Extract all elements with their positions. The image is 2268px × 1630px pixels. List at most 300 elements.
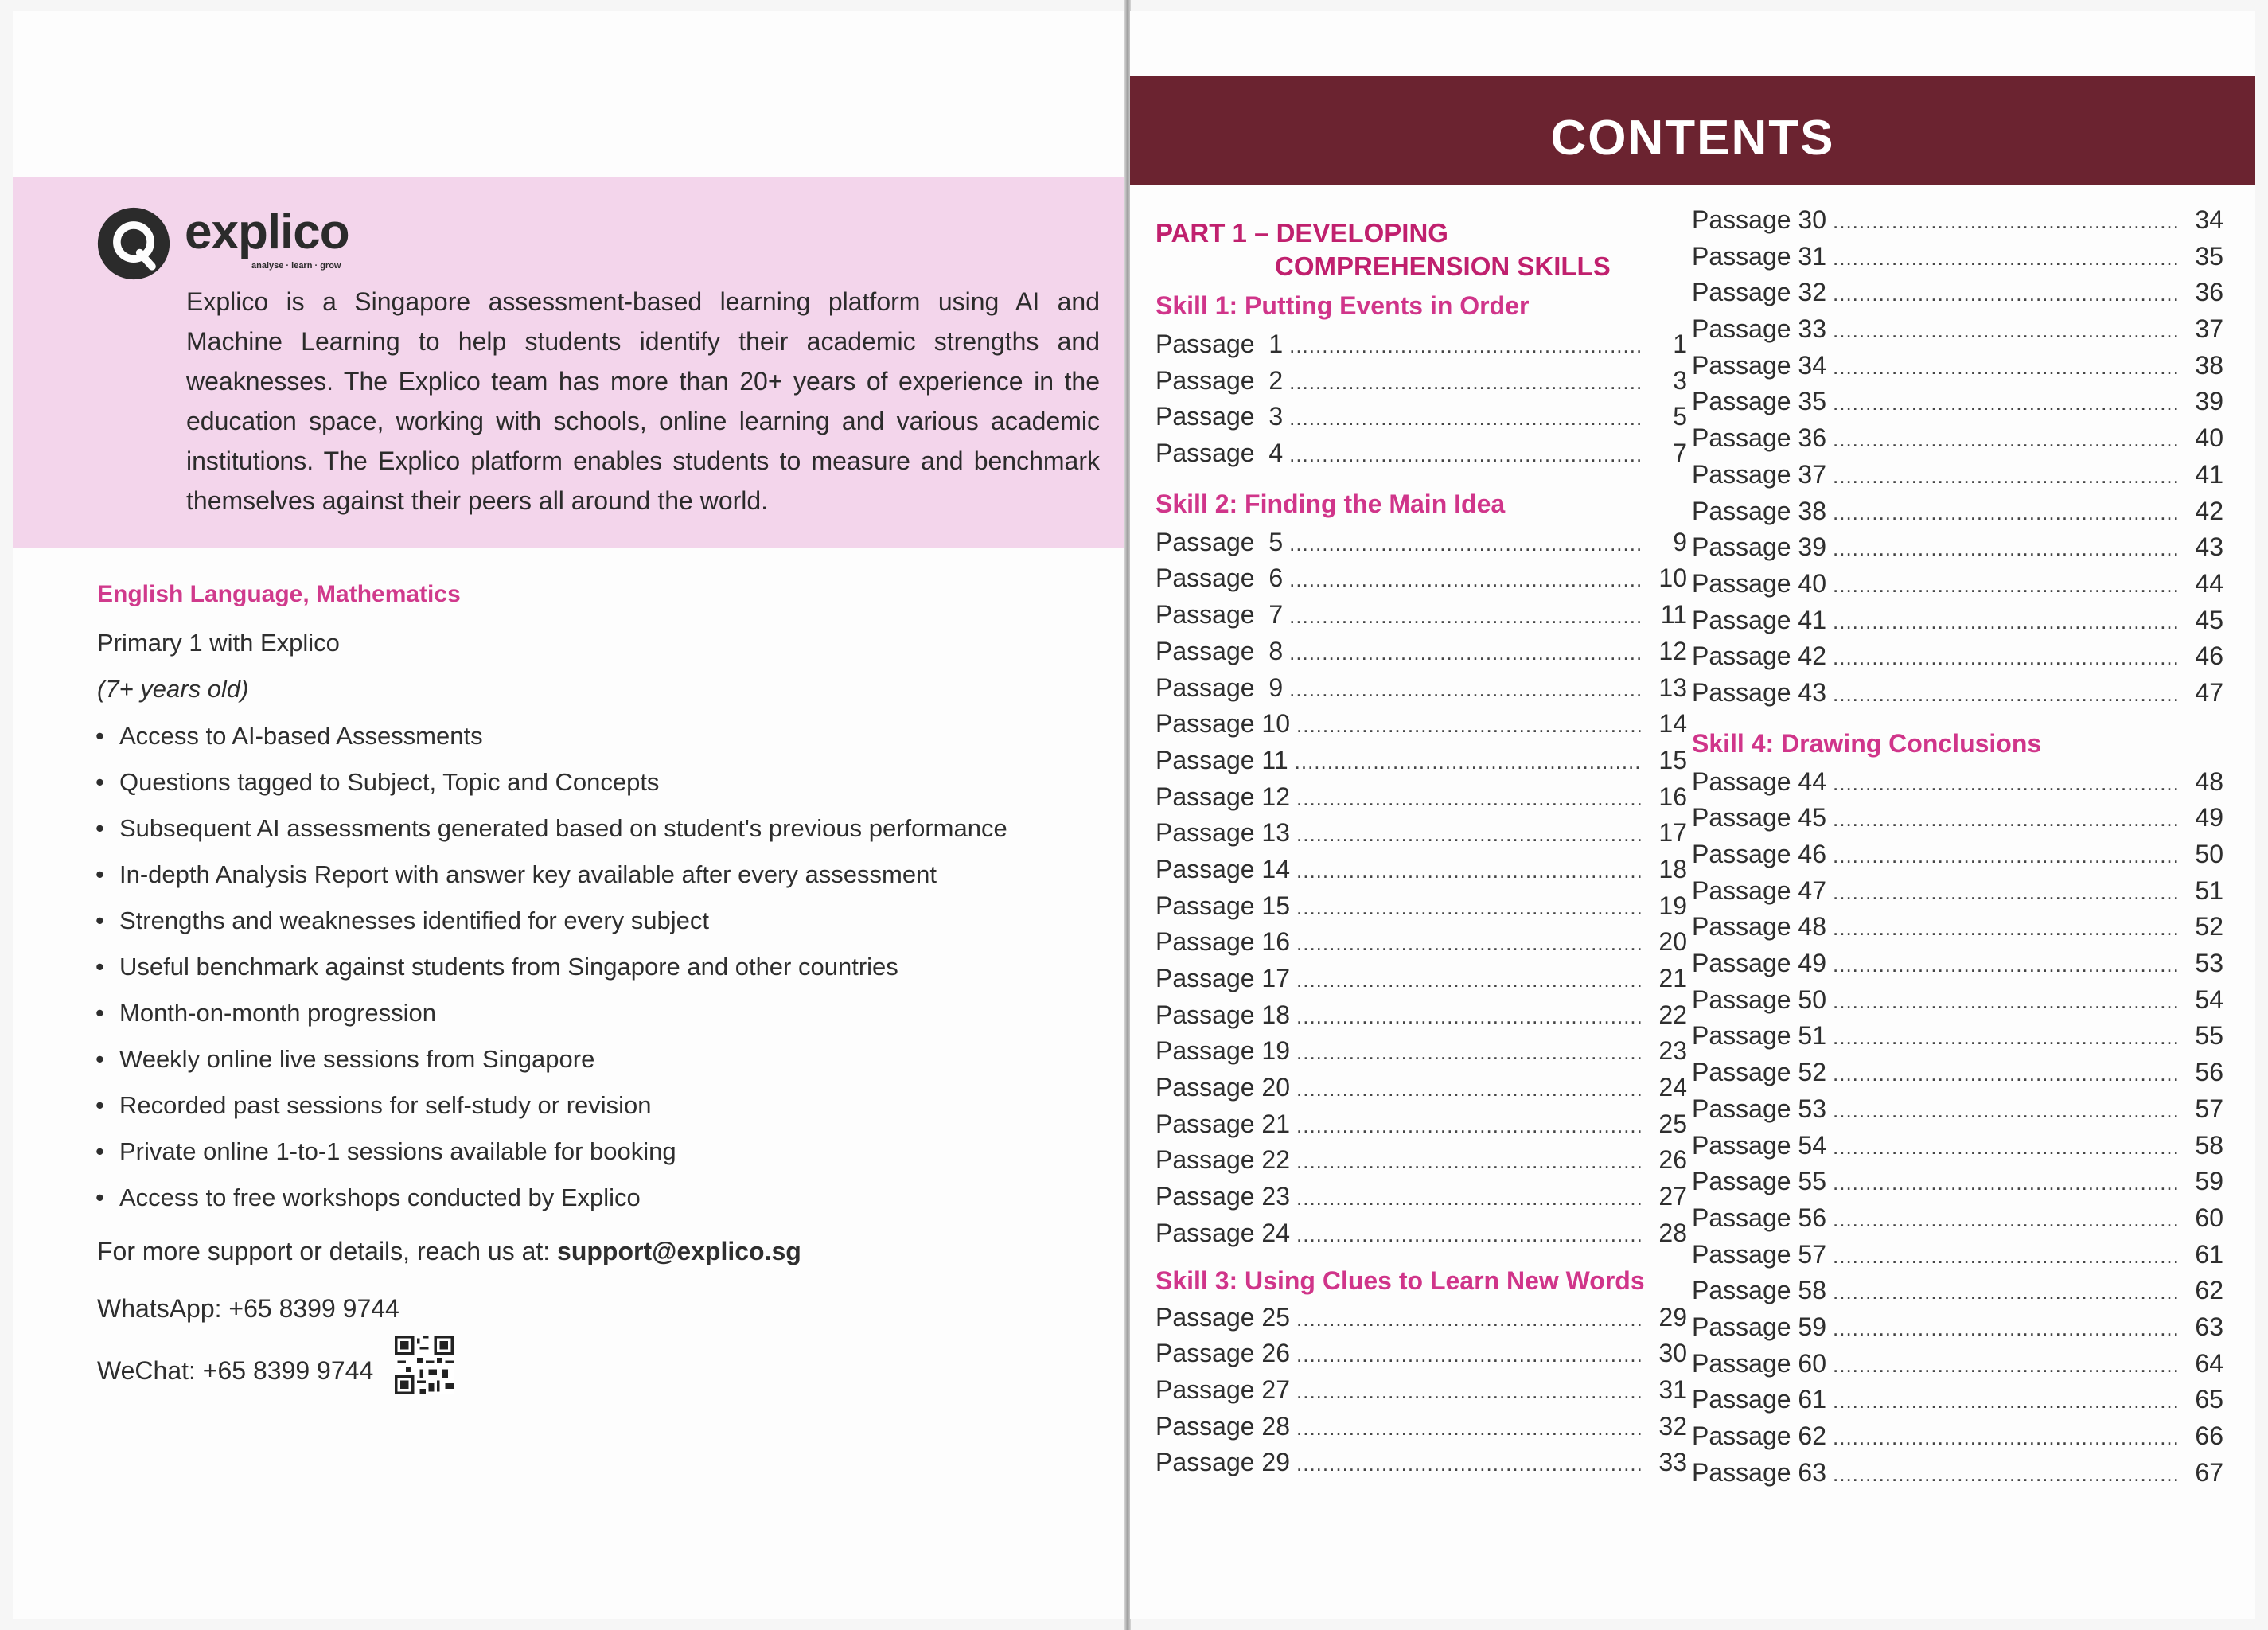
toc-dot-leader [1833, 838, 2177, 875]
toc-dot-leader [1833, 1056, 2177, 1093]
toc-dot-leader [1295, 744, 1641, 781]
feature-text: Access to free workshops conducted by Explico [119, 1184, 641, 1211]
toc-entry[interactable] [1692, 529, 2223, 566]
toc-dot-leader [1289, 635, 1641, 672]
toc-entry-page: 43 [2195, 532, 2223, 562]
toc-dot-leader [1833, 1129, 2177, 1166]
toc-entry-page: 18 [1658, 854, 1687, 883]
toc-entry-page: 39 [2195, 387, 2223, 416]
skill-4-passages [1692, 764, 2223, 1492]
toc-entry-title: Passage 25 [1155, 1302, 1291, 1332]
toc-dot-leader [1833, 1347, 2177, 1384]
toc-dot-leader [1296, 1374, 1641, 1410]
toc-entry-title: Passage 1 [1155, 330, 1284, 358]
toc-entry[interactable] [1155, 1336, 1687, 1372]
toc-entry-title: Passage 20 [1155, 1073, 1291, 1102]
toc-entry[interactable] [1692, 1309, 2223, 1346]
toc-entry-page: 65 [2195, 1385, 2223, 1414]
toc-entry-page: 15 [1658, 745, 1687, 774]
explico-logo-icon [95, 205, 172, 282]
feature-text: Private online 1-to-1 sessions available for booking [119, 1137, 676, 1165]
toc-dot-leader [1833, 1420, 2177, 1456]
toc-entry-title: Passage 59 [1692, 1312, 1827, 1341]
feature-item [95, 1133, 1007, 1180]
toc-entry[interactable] [1692, 1237, 2223, 1273]
toc-entry-title: Passage 56 [1692, 1203, 1827, 1232]
toc-dot-leader [1833, 531, 2177, 567]
toc-entry-title: Passage 50 [1692, 985, 1827, 1014]
right-page [1130, 11, 2255, 1619]
toc-entry[interactable] [1692, 384, 2223, 420]
toc-entry-title: Passage 10 [1155, 709, 1291, 739]
toc-entry-title: Passage 33 [1692, 314, 1827, 344]
toc-entry-page: 30 [1658, 1339, 1687, 1368]
toc-entry-title: Passage 29 [1155, 1448, 1291, 1477]
toc-entry[interactable] [1155, 997, 1687, 1034]
toc-entry-page: 55 [2195, 1021, 2223, 1051]
toc-entry-title: Passage 39 [1692, 532, 1827, 562]
toc-entry[interactable] [1692, 1091, 2223, 1128]
toc-dot-leader [1289, 328, 1641, 365]
toc-entry-title: Passage 34 [1692, 350, 1827, 380]
feature-item [95, 810, 1007, 856]
toc-entry-title: Passage 3 [1155, 402, 1284, 431]
toc-entry[interactable] [1155, 1372, 1687, 1409]
toc-entry[interactable] [1155, 1445, 1687, 1481]
toc-entry-page: 3 [1673, 365, 1687, 395]
toc-entry-page: 54 [2195, 985, 2223, 1014]
toc-entry[interactable] [1155, 743, 1687, 779]
toc-entry[interactable] [1692, 1128, 2223, 1164]
toc-dot-leader [1833, 1311, 2177, 1347]
left-page [13, 11, 1127, 1619]
skill-1-passages [1155, 326, 1687, 472]
toc-entry-page: 23 [1658, 1036, 1687, 1066]
toc-entry[interactable] [1155, 634, 1687, 670]
feature-text: Useful benchmark against students from Singapore and other countries [119, 953, 898, 981]
logo-tagline: analyse · learn · grow [251, 261, 341, 271]
toc-entry[interactable] [1692, 1200, 2223, 1237]
toc-entry[interactable] [1692, 602, 2223, 639]
toc-dot-leader [1833, 349, 2177, 386]
bullet-icon: • [95, 1045, 104, 1073]
toc-entry[interactable] [1692, 348, 2223, 384]
wechat-contact: WeChat: +65 8399 9744 [97, 1356, 374, 1385]
subjects-heading: English Language, Mathematics [97, 581, 461, 607]
toc-column-1 [1155, 216, 1687, 1481]
toc-entry[interactable] [1692, 239, 2223, 275]
toc-entry-title: Passage 22 [1155, 1145, 1291, 1175]
toc-dot-leader [1296, 1144, 1641, 1180]
toc-entry[interactable] [1155, 1215, 1687, 1252]
toc-dot-leader [1833, 677, 2177, 713]
toc-entry-page: 19 [1658, 891, 1687, 920]
toc-entry-page: 36 [2195, 278, 2223, 307]
toc-entry[interactable] [1155, 597, 1687, 634]
features-list [95, 718, 1007, 1226]
toc-entry-page: 38 [2195, 350, 2223, 380]
toc-entry-page: 62 [2195, 1276, 2223, 1305]
toc-dot-leader [1833, 1238, 2177, 1275]
toc-entry[interactable] [1692, 1382, 2223, 1418]
toc-dot-leader [1296, 853, 1641, 890]
toc-dot-leader [1833, 1202, 2177, 1238]
toc-entry-title: Passage 42 [1692, 641, 1827, 671]
toc-entry-title: Passage 58 [1692, 1276, 1827, 1305]
feature-text: Subsequent AI assessments generated based on student's previous performance [119, 814, 1007, 842]
toc-entry-title: Passage 48 [1692, 912, 1827, 942]
toc-entry-page: 20 [1658, 927, 1687, 957]
toc-dot-leader [1833, 313, 2177, 349]
toc-entry-title: Passage 4 [1155, 439, 1284, 468]
toc-entry-title: Passage 19 [1155, 1036, 1291, 1066]
toc-dot-leader [1289, 672, 1641, 708]
toc-entry-title: Passage 38 [1692, 496, 1827, 525]
toc-entry-page: 33 [1658, 1448, 1687, 1477]
toc-entry-page: 52 [2195, 912, 2223, 942]
toc-entry-title: Passage 6 [1155, 563, 1284, 593]
toc-entry[interactable] [1155, 1033, 1687, 1070]
feature-text: Month-on-month progression [119, 999, 437, 1027]
toc-dot-leader [1289, 562, 1641, 599]
toc-entry[interactable] [1155, 1142, 1687, 1179]
bullet-icon: • [95, 860, 104, 888]
toc-entry-page: 27 [1658, 1182, 1687, 1211]
toc-entry-page: 44 [2195, 568, 2223, 598]
whatsapp-contact: WhatsApp: +65 8399 9744 [97, 1294, 399, 1323]
toc-entry-page: 63 [2195, 1312, 2223, 1341]
toc-dot-leader [1833, 604, 2177, 641]
toc-entry-page: 34 [2195, 205, 2223, 234]
toc-entry-page: 13 [1658, 673, 1687, 702]
toc-entry-page: 40 [2195, 423, 2223, 453]
toc-entry-page: 28 [1658, 1218, 1687, 1247]
toc-entry-title: Passage 57 [1692, 1239, 1827, 1269]
skill-3-passages [1155, 1300, 1687, 1481]
toc-entry-title: Passage 43 [1692, 677, 1827, 707]
toc-entry-title: Passage 18 [1155, 1000, 1291, 1029]
toc-entry-title: Passage 13 [1155, 818, 1291, 848]
skill-2-heading: Skill 2: Finding the Main Idea [1155, 489, 1506, 518]
toc-entry[interactable] [1155, 852, 1687, 888]
toc-entry-title: Passage 60 [1692, 1348, 1827, 1378]
toc-entry[interactable] [1155, 924, 1687, 961]
toc-entry-title: Passage 26 [1155, 1339, 1291, 1368]
toc-entry-page: 7 [1673, 439, 1687, 468]
toc-entry-title: Passage 11 [1155, 745, 1288, 774]
toc-entry-title: Passage 7 [1155, 600, 1284, 630]
toc-entry-title: Passage 9 [1155, 673, 1284, 702]
toc-entry-title: Passage 32 [1692, 278, 1827, 307]
toc-entry[interactable] [1155, 670, 1687, 707]
part-heading [1155, 216, 1687, 283]
toc-entry[interactable] [1692, 493, 2223, 530]
toc-dot-leader [1296, 926, 1641, 962]
toc-entry[interactable] [1692, 873, 2223, 910]
toc-entry-page: 1 [1673, 330, 1687, 358]
toc-entry-page: 16 [1658, 782, 1687, 811]
bullet-icon: • [95, 999, 104, 1027]
toc-entry[interactable] [1692, 1273, 2223, 1309]
toc-dot-leader [1296, 962, 1641, 999]
part-heading-line-1: PART 1 – DEVELOPING [1155, 218, 1448, 248]
toc-entry-title: Passage 24 [1155, 1218, 1291, 1247]
toc-entry-title: Passage 47 [1692, 875, 1827, 905]
toc-entry-page: 48 [2195, 766, 2223, 796]
toc-entry-title: Passage 45 [1692, 803, 1827, 833]
toc-entry[interactable] [1155, 363, 1687, 400]
toc-dot-leader [1833, 276, 2177, 313]
toc-entry-title: Passage 52 [1692, 1058, 1827, 1087]
toc-entry-title: Passage 14 [1155, 854, 1291, 883]
toc-dot-leader [1296, 1180, 1641, 1217]
toc-entry-title: Passage 44 [1692, 766, 1827, 796]
age-label: (7+ years old) [97, 675, 249, 703]
toc-entry-page: 42 [2195, 496, 2223, 525]
contents-heading: CONTENTS [1130, 76, 2255, 185]
toc-entry[interactable] [1692, 800, 2223, 836]
feature-item [95, 1180, 1007, 1226]
toc-dot-leader [1289, 400, 1641, 437]
toc-entry-page: 61 [2195, 1239, 2223, 1269]
toc-dot-leader [1833, 1456, 2177, 1493]
toc-entry-title: Passage 49 [1692, 949, 1827, 978]
toc-entry[interactable] [1692, 1418, 2223, 1455]
toc-dot-leader [1833, 240, 2177, 277]
toc-entry-page: 9 [1673, 527, 1687, 556]
toc-entry-page: 56 [2195, 1058, 2223, 1087]
support-text: For more support or details, reach us at: [97, 1237, 558, 1265]
skill-3-heading: Skill 3: Using Clues to Learn New Words [1155, 1265, 1645, 1295]
toc-entry[interactable] [1155, 560, 1687, 597]
toc-entry[interactable] [1692, 909, 2223, 946]
toc-entry-title: Passage 15 [1155, 891, 1291, 920]
toc-entry[interactable] [1155, 706, 1687, 743]
toc-dot-leader [1833, 640, 2177, 677]
toc-dot-leader [1833, 1383, 2177, 1420]
toc-entry-title: Passage 30 [1692, 205, 1827, 234]
toc-entry-title: Passage 53 [1692, 1094, 1827, 1123]
toc-dot-leader [1296, 781, 1641, 817]
toc-entry-title: Passage 35 [1692, 387, 1827, 416]
toc-entry[interactable] [1692, 275, 2223, 311]
toc-dot-leader [1833, 1020, 2177, 1056]
toc-entry[interactable] [1155, 1179, 1687, 1215]
intro-paragraph: Explico is a Singapore assessment-based learning platform using AI and Machine Learning to help students identify their academic strengths and weaknesses. The Explico team has more than 20+ years of experience in the education space, working with schools, online learning and various academic institutions. The Explico platform enables students to measure and benchmark themselves against their peers all around the world. [186, 287, 1100, 515]
bullet-icon: • [95, 953, 104, 981]
toc-entry[interactable] [1692, 1346, 2223, 1382]
feature-item [95, 995, 1007, 1041]
toc-dot-leader [1833, 458, 2177, 495]
toc-dot-leader [1296, 1301, 1641, 1338]
toc-dot-leader [1833, 984, 2177, 1020]
toc-entry-page: 51 [2195, 875, 2223, 905]
toc-dot-leader [1833, 385, 2177, 422]
feature-item [95, 903, 1007, 949]
toc-entry[interactable] [1155, 1070, 1687, 1106]
toc-entry-page: 12 [1658, 636, 1687, 665]
toc-dot-leader [1296, 1108, 1641, 1145]
toc-entry-page: 29 [1658, 1302, 1687, 1332]
toc-entry-title: Passage 31 [1692, 241, 1827, 271]
toc-entry-title: Passage 5 [1155, 527, 1284, 556]
bullet-icon: • [95, 907, 104, 934]
toc-entry[interactable] [1155, 1106, 1687, 1143]
toc-dot-leader [1289, 526, 1641, 563]
toc-entry-page: 5 [1673, 402, 1687, 431]
toc-entry-page: 60 [2195, 1203, 2223, 1232]
toc-dot-leader [1296, 817, 1641, 853]
toc-dot-leader [1296, 1035, 1641, 1071]
toc-entry[interactable] [1155, 961, 1687, 997]
bullet-icon: • [95, 722, 104, 750]
toc-entry[interactable] [1692, 311, 2223, 348]
toc-entry[interactable] [1155, 1409, 1687, 1445]
feature-item [95, 949, 1007, 995]
toc-entry-title: Passage 23 [1155, 1182, 1291, 1211]
toc-entry[interactable] [1692, 1018, 2223, 1055]
toc-entry[interactable] [1692, 982, 2223, 1019]
toc-entry[interactable] [1692, 1455, 2223, 1492]
toc-entry-page: 37 [2195, 314, 2223, 344]
toc-entry-page: 45 [2195, 605, 2223, 634]
toc-entry[interactable] [1155, 399, 1687, 435]
toc-dot-leader [1833, 1093, 2177, 1129]
toc-entry-page: 49 [2195, 803, 2223, 833]
toc-entry[interactable] [1155, 888, 1687, 925]
toc-dot-leader [1833, 911, 2177, 947]
toc-entry-title: Passage 51 [1692, 1021, 1827, 1051]
toc-entry-title: Passage 21 [1155, 1109, 1291, 1138]
toc-entry-title: Passage 17 [1155, 964, 1291, 992]
toc-entry[interactable] [1692, 675, 2223, 712]
toc-entry[interactable] [1155, 435, 1687, 472]
bullet-icon: • [95, 1091, 104, 1119]
toc-dot-leader [1296, 1337, 1641, 1374]
toc-entry-page: 41 [2195, 459, 2223, 489]
toc-entry-title: Passage 62 [1692, 1421, 1827, 1450]
toc-entry[interactable] [1692, 764, 2223, 801]
toc-entry-page: 66 [2195, 1421, 2223, 1450]
toc-entry[interactable] [1155, 1300, 1687, 1336]
toc-entry-title: Passage 36 [1692, 423, 1827, 453]
wechat-qr-code-icon [395, 1336, 454, 1394]
toc-entry-title: Passage 16 [1155, 927, 1291, 957]
toc-entry[interactable] [1155, 815, 1687, 852]
toc-dot-leader [1833, 495, 2177, 532]
toc-entry-title: Passage 55 [1692, 1167, 1827, 1196]
toc-dot-leader [1833, 204, 2177, 240]
toc-entry[interactable] [1692, 566, 2223, 602]
feature-text: Access to AI-based Assessments [119, 722, 483, 750]
toc-entry-title: Passage 2 [1155, 365, 1284, 395]
toc-entry-page: 57 [2195, 1094, 2223, 1123]
toc-entry-page: 21 [1658, 964, 1687, 992]
toc-entry[interactable] [1155, 524, 1687, 561]
toc-dot-leader [1296, 999, 1641, 1035]
toc-entry[interactable] [1155, 326, 1687, 363]
toc-dot-leader [1289, 365, 1641, 401]
feature-text: Recorded past sessions for self-study or revision [119, 1091, 652, 1119]
feature-item [95, 718, 1007, 764]
toc-entry-page: 11 [1660, 600, 1687, 630]
toc-entry-title: Passage 46 [1692, 840, 1827, 868]
part-heading-line-2: COMPREHENSION SKILLS [1275, 252, 1611, 281]
feature-text: Weekly online live sessions from Singapore [119, 1045, 595, 1073]
toc-entry[interactable] [1692, 946, 2223, 982]
toc-entry-page: 22 [1658, 1000, 1687, 1029]
logo-wordmark: explico [185, 205, 349, 259]
toc-dot-leader [1833, 875, 2177, 911]
skill-3-passages-continued [1692, 202, 2223, 712]
support-email[interactable]: support@explico.sg [557, 1237, 801, 1265]
toc-entry-title: Passage 27 [1155, 1375, 1291, 1404]
toc-dot-leader [1833, 801, 2177, 838]
toc-entry-page: 31 [1658, 1375, 1687, 1404]
feature-item [95, 1087, 1007, 1133]
toc-dot-leader [1296, 1410, 1641, 1447]
toc-entry[interactable] [1692, 1164, 2223, 1200]
toc-entry-page: 10 [1658, 563, 1687, 593]
toc-entry-page: 17 [1658, 818, 1687, 848]
toc-entry-title: Passage 54 [1692, 1130, 1827, 1160]
toc-entry-page: 53 [2195, 949, 2223, 978]
bullet-icon: • [95, 1184, 104, 1211]
toc-dot-leader [1833, 1165, 2177, 1202]
toc-dot-leader [1296, 1446, 1641, 1483]
toc-dot-leader [1296, 708, 1641, 744]
toc-dot-leader [1296, 1071, 1641, 1108]
toc-entry-title: Passage 28 [1155, 1411, 1291, 1441]
level-label: Primary 1 with Explico [97, 629, 340, 657]
toc-entry[interactable] [1692, 836, 2223, 873]
bullet-icon: • [95, 1137, 104, 1165]
toc-entry-page: 50 [2195, 840, 2223, 868]
toc-dot-leader [1296, 890, 1641, 926]
toc-dot-leader [1833, 947, 2177, 984]
toc-entry[interactable] [1692, 202, 2223, 239]
toc-entry[interactable] [1692, 420, 2223, 457]
toc-entry-page: 64 [2195, 1348, 2223, 1378]
toc-entry-page: 26 [1658, 1145, 1687, 1175]
toc-entry-title: Passage 8 [1155, 636, 1284, 665]
feature-item [95, 856, 1007, 903]
toc-entry-page: 59 [2195, 1167, 2223, 1196]
toc-entry[interactable] [1692, 638, 2223, 675]
toc-dot-leader [1833, 567, 2177, 604]
toc-entry[interactable] [1155, 779, 1687, 816]
toc-entry-page: 58 [2195, 1130, 2223, 1160]
toc-dot-leader [1833, 422, 2177, 458]
toc-entry-title: Passage 37 [1692, 459, 1827, 489]
toc-dot-leader [1833, 766, 2177, 802]
toc-entry-page: 14 [1658, 709, 1687, 739]
toc-entry-page: 32 [1658, 1411, 1687, 1441]
toc-entry-page: 47 [2195, 677, 2223, 707]
toc-dot-leader [1296, 1217, 1641, 1254]
toc-column-2 [1692, 205, 2223, 1491]
skill-4-heading: Skill 4: Drawing Conclusions [1692, 728, 2042, 758]
toc-entry[interactable] [1692, 1055, 2223, 1091]
bullet-icon: • [95, 768, 104, 796]
toc-dot-leader [1289, 437, 1641, 474]
toc-entry[interactable] [1692, 457, 2223, 493]
toc-entry-page: 25 [1658, 1109, 1687, 1138]
toc-entry-title: Passage 41 [1692, 605, 1827, 634]
feature-item [95, 1041, 1007, 1087]
toc-entry-page: 35 [2195, 241, 2223, 271]
feature-text: Strengths and weaknesses identified for every subject [119, 907, 709, 934]
